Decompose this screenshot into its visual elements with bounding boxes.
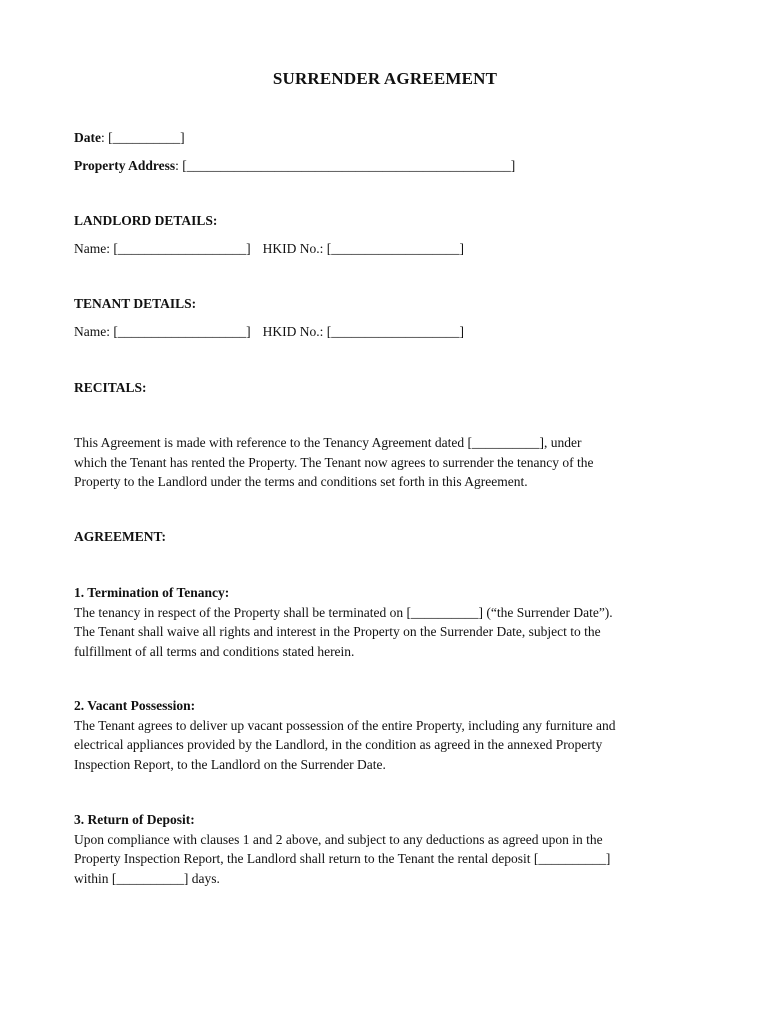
agreement-heading: AGREEMENT:: [74, 529, 167, 544]
landlord-heading: LANDLORD DETAILS:: [74, 213, 218, 228]
clause-vacant-possession: [74, 696, 714, 774]
recitals-heading: RECITALS:: [74, 380, 147, 395]
document-title: SURRENDER AGREEMENT: [272, 69, 498, 88]
clause-line: Property Inspection Report, the Landlord shall return to the Tenant the rental deposit [__________]: [74, 851, 611, 866]
landlord-fields: [74, 239, 464, 259]
clause-line: The Tenant agrees to deliver up vacant possession of the entire Property, including any furniture and: [74, 717, 616, 733]
clause-termination: [74, 583, 714, 661]
clause-line: electrical appliances provided by the Landlord, in the condition as agreed in the annexed Property: [74, 737, 603, 752]
clause-line: fulfillment of all terms and conditions stated herein.: [74, 643, 355, 659]
clause-heading: 2. Vacant Possession:: [74, 698, 196, 713]
tenant-heading: TENANT DETAILS:: [74, 296, 197, 311]
clause-line: within [__________] days.: [74, 870, 220, 886]
recitals-line: which the Tenant has rented the Property. The Tenant now agrees to surrender the tenancy of the: [74, 454, 594, 470]
recitals-line: Property to the Landlord under the terms and conditions set forth in this Agreement.: [74, 474, 528, 489]
date-value: : [__________]: [101, 130, 185, 145]
tenant-hkid: HKID No.: [___________________]: [262, 324, 464, 339]
tenant-fields: [74, 322, 464, 342]
property-address-label: Property Address: [74, 158, 176, 173]
date-label: Date: [74, 130, 101, 145]
clause-line: Inspection Report, to the Landlord on the Surrender Date.: [74, 756, 386, 772]
clause-return-of-deposit: [74, 810, 714, 888]
tenant-name: Name: [___________________]: [74, 324, 251, 339]
property-address-line: [74, 156, 515, 176]
recitals-line: This Agreement is made with reference to the Tenancy Agreement dated [__________], under: [74, 435, 582, 450]
landlord-hkid: HKID No.: [___________________]: [262, 241, 464, 256]
clause-line: The Tenant shall waive all rights and interest in the Property on the Surrender Date, subject to the: [74, 624, 601, 639]
recitals-paragraph: [74, 433, 714, 492]
property-address-value: : [________________________________________________]: [175, 158, 516, 173]
clause-line: Upon compliance with clauses 1 and 2 above, and subject to any deductions as agreed upon in the: [74, 831, 603, 847]
date-line: [74, 128, 185, 148]
landlord-name: Name: [___________________]: [74, 241, 251, 256]
clause-heading: 1. Termination of Tenancy:: [74, 585, 230, 600]
clause-heading: 3. Return of Deposit:: [74, 812, 195, 827]
clause-line: The tenancy in respect of the Property shall be terminated on [__________] (“the Surrender Date”).: [74, 604, 613, 620]
